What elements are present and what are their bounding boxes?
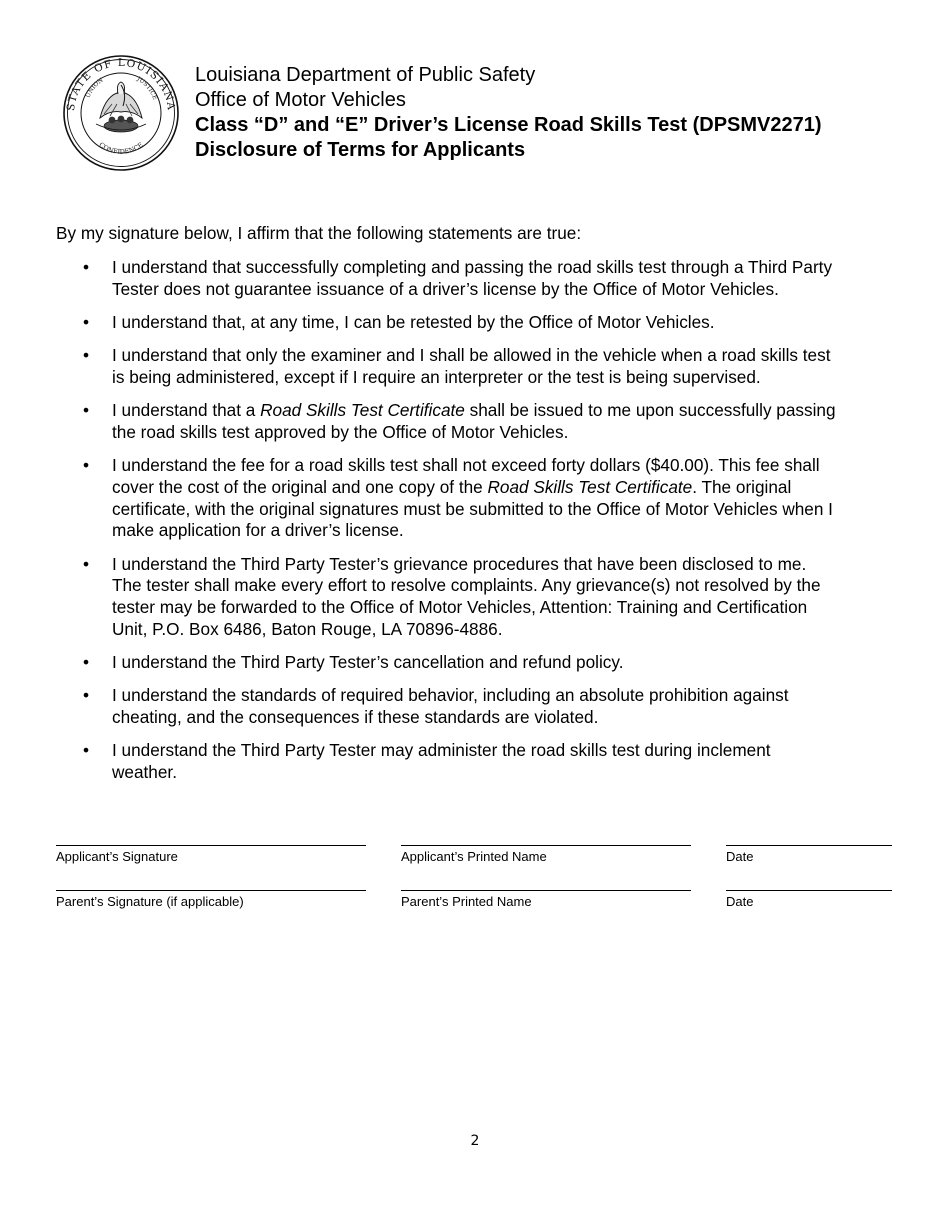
statement-line: I understand the standards of required behavior, including an absolute prohibition against (112, 685, 789, 706)
bullet-icon: • (83, 257, 90, 277)
parent-date-field[interactable] (726, 890, 892, 910)
signature-line (401, 845, 691, 846)
signature-line (726, 845, 892, 846)
statement-text: shall be issued to me upon successfully passing (464, 400, 836, 421)
bullet-icon: • (83, 553, 90, 574)
statement-item (56, 312, 906, 334)
statement-line: cheating, and the consequences if these standards are violated. (112, 707, 599, 728)
applicant-signature-row (56, 845, 906, 875)
statement-line: I understand that only the examiner and I shall be allowed in the vehicle when a road skills test (112, 345, 831, 366)
signature-line (56, 890, 366, 891)
signature-line (401, 890, 691, 891)
bullet-icon: • (83, 400, 90, 421)
statement-line: I understand the Third Party Tester’s grievance procedures that have been disclosed to me. (112, 553, 807, 574)
applicant-printed-name-label: Applicant’s Printed Name (401, 849, 547, 864)
statement-text: cover the cost of the original and one copy of the (112, 477, 488, 497)
svg-text:UNION: UNION (84, 76, 105, 100)
signature-line (56, 845, 366, 846)
bullet-icon: • (83, 312, 90, 332)
statement-line: I understand that successfully completing and passing the road skills test through a Third Party (112, 257, 833, 277)
parent-date-label: Date (726, 894, 754, 909)
statement-item (56, 257, 906, 300)
statement-line: I understand that, at any time, I can be retested by the Office of Motor Vehicles. (112, 312, 715, 332)
statement-line: tester may be forwarded to the Office of Motor Vehicles, Attention: Training and Certification (112, 597, 808, 618)
form-title: Class “D” and “E” Driver’s License Road Skills Test (DPSMV2271) (195, 114, 822, 136)
parent-printed-name-field[interactable] (401, 890, 691, 910)
statement-line (112, 400, 906, 422)
applicant-signature-field[interactable] (56, 845, 366, 865)
parent-signature-label: Parent’s Signature (if applicable) (56, 894, 244, 909)
statement-line: I understand the Third Party Tester’s cancellation and refund policy. (112, 652, 624, 673)
statement-line: I understand the fee for a road skills test shall not exceed forty dollars ($40.00). This fee shall (112, 455, 820, 476)
form-subtitle: Disclosure of Terms for Applicants (195, 139, 526, 161)
certificate-title: Road Skills Test Certificate (487, 477, 693, 497)
intro-statement: By my signature below, I affirm that the following statements are true: (56, 223, 582, 243)
bullet-icon: • (83, 455, 90, 476)
department-name: Louisiana Department of Public Safety (195, 64, 536, 86)
statement-line (112, 477, 906, 499)
statement-line: weather. (112, 762, 177, 783)
applicant-date-field[interactable] (726, 845, 892, 865)
state-seal (60, 54, 182, 172)
svg-text:JUSTICE: JUSTICE (135, 75, 159, 101)
statement-line: certificate, with the original signatures must be submitted to the Office of Motor Vehicles when I (112, 498, 833, 519)
bullet-icon: • (83, 345, 90, 366)
office-name: Office of Motor Vehicles (195, 89, 406, 111)
bullet-icon: • (83, 685, 90, 706)
statement-item (56, 400, 906, 443)
statement-line: The tester shall make every effort to resolve complaints. Any grievance(s) not resolved by the (112, 575, 821, 596)
signature-line (726, 890, 892, 891)
statement-item (56, 554, 906, 641)
statement-line: I understand the Third Party Tester may administer the road skills test during inclement (112, 740, 771, 761)
parent-signature-field[interactable] (56, 890, 366, 910)
statement-line: make application for a driver’s license. (112, 520, 404, 541)
statement-text: . The original (692, 477, 792, 497)
document-header (195, 63, 822, 163)
svg-text:CONFIDENCE: CONFIDENCE (97, 140, 145, 156)
parent-printed-name-label: Parent’s Printed Name (401, 894, 532, 909)
applicant-signature-label: Applicant’s Signature (56, 849, 178, 864)
louisiana-seal-icon (60, 54, 182, 172)
statement-item (56, 685, 906, 728)
statement-line: Unit, P.O. Box 6486, Baton Rouge, LA 70896-4886. (112, 618, 503, 639)
statement-line: the road skills test approved by the Office of Motor Vehicles. (112, 422, 569, 442)
bullet-icon: • (83, 652, 90, 673)
parent-signature-row (56, 890, 906, 920)
statement-item (56, 345, 906, 388)
statement-line: Tester does not guarantee issuance of a driver’s license by the Office of Motor Vehicles. (112, 278, 779, 299)
bullet-icon: • (83, 740, 90, 761)
statement-item (56, 455, 906, 542)
page-number: 2 (470, 1133, 480, 1149)
statement-item (56, 740, 906, 783)
applicant-printed-name-field[interactable] (401, 845, 691, 865)
statement-list (56, 257, 906, 795)
svg-text:STATE OF LOUISIANA: STATE OF LOUISIANA (64, 56, 178, 112)
statement-item (56, 652, 906, 674)
statement-text: I understand that a (112, 400, 261, 421)
applicant-date-label: Date (726, 849, 754, 864)
certificate-title: Road Skills Test Certificate (260, 400, 465, 421)
statement-line: is being administered, except if I require an interpreter or the test is being supervised. (112, 367, 761, 387)
